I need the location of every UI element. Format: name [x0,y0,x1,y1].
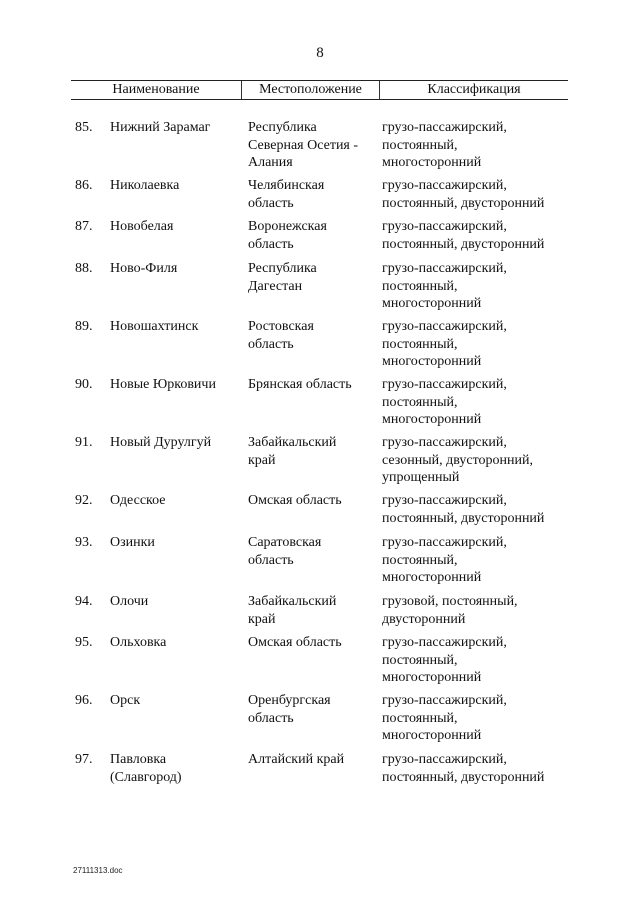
row-location [248,593,376,628]
row-name-line: (Славгород) [110,769,182,785]
row-name [110,534,245,552]
row-classification-line: грузо-пассажирский, [382,377,507,392]
row-classification-line: грузо-пассажирский, [382,219,507,234]
header-name: Наименование [71,81,242,99]
row-classification-line: постоянный, [382,552,458,568]
row-name [110,260,245,278]
row-location-line: Дагестан [248,278,303,294]
row-classification [382,751,568,786]
row-classification [382,593,568,628]
row-location-line: область [248,710,294,726]
row-name-line: Олочи [110,594,149,609]
row-name-line: Николаевка [110,178,180,193]
footer-filename: 27111313.doc [73,866,123,875]
row-classification-line: многосторонний [382,155,482,170]
row-name [110,434,245,452]
row-location [248,751,376,769]
row-name-line: Орск [110,693,141,708]
row-classification-line: многосторонний [382,354,482,369]
row-number: 86. [75,178,93,193]
row-location [248,492,376,510]
row-number: 90. [75,377,93,392]
row-location-line: край [248,452,276,468]
row-classification-line: грузовой, постоянный, [382,594,518,609]
row-name-line: Новый Дурулгуй [110,435,212,450]
row-classification-line: постоянный, двусторонний [382,769,545,785]
header-classification: Классификация [427,82,521,97]
row-classification [382,119,568,172]
row-classification-line: многосторонний [382,570,482,585]
row-classification [382,634,568,687]
row-classification-line: грузо-пассажирский, [382,261,507,276]
row-classification-line: двусторонний [382,611,466,627]
row-name [110,593,245,611]
row-number: 95. [75,635,93,650]
row-name [110,751,245,786]
row-classification-line: грузо-пассажирский, [382,752,507,767]
row-classification-line: грузо-пассажирский, [382,178,507,193]
row-name [110,492,245,510]
row-classification [382,534,568,587]
row-location-line: Воронежская [248,219,327,234]
row-number: 88. [75,261,93,276]
row-location [248,434,376,469]
row-number: 89. [75,319,93,334]
row-classification-line: грузо-пассажирский, [382,319,507,334]
row-classification-line: многосторонний [382,296,482,311]
row-classification-line: грузо-пассажирский, [382,635,507,650]
row-location-line: область [248,236,294,252]
row-location-line: Брянская область [248,377,352,392]
row-classification-line: грузо-пассажирский, [382,535,507,550]
row-location-line: область [248,336,294,352]
row-location [248,218,376,253]
row-classification-line: сезонный, двусторонний, [382,452,533,468]
row-location [248,177,376,212]
row-classification [382,260,568,313]
row-number: 93. [75,535,93,550]
row-location [248,260,376,295]
row-classification [382,376,568,429]
row-location-line: область [248,552,294,568]
row-location-line: Забайкальский [248,435,337,450]
row-classification-line: постоянный, двусторонний [382,236,545,252]
row-classification-line: упрощенный [382,470,460,485]
row-name [110,119,245,137]
row-location-line: Республика [248,120,317,135]
row-location-line: Омская область [248,635,342,650]
row-location [248,692,376,727]
row-location-line: Омская область [248,493,342,508]
row-classification [382,218,568,253]
row-number: 92. [75,493,93,508]
row-classification-line: постоянный, двусторонний [382,195,545,211]
row-name-line: Ольховка [110,635,167,650]
row-name-line: Новошахтинск [110,319,199,334]
row-name-line: Павловка [110,752,167,767]
row-number: 91. [75,435,93,450]
row-location [248,376,376,394]
row-classification-line: постоянный, [382,710,458,726]
row-classification [382,492,568,527]
row-classification [382,692,568,745]
row-location-line: Челябинская [248,178,325,193]
row-name-line: Озинки [110,535,155,550]
row-number: 94. [75,594,93,609]
row-name [110,177,245,195]
row-classification-line: грузо-пассажирский, [382,493,507,508]
row-location-line: Ростовская [248,319,314,334]
row-name-line: Новобелая [110,219,174,234]
row-classification-line: многосторонний [382,412,482,427]
row-location [248,634,376,652]
row-name [110,318,245,336]
row-location-line: Забайкальский [248,594,337,609]
row-classification-line: постоянный, [382,652,458,668]
row-name-line: Нижний Зарамаг [110,120,211,135]
row-classification-line: многосторонний [382,670,482,685]
row-location [248,534,376,569]
row-location-line: Алтайский край [248,752,345,767]
row-location-line: Оренбургская [248,693,331,708]
row-name-line: Новые Юрковичи [110,377,216,392]
row-classification-line: многосторонний [382,728,482,743]
row-name [110,218,245,236]
row-classification-line: постоянный, [382,394,458,410]
row-name-line: Ново-Филя [110,261,178,276]
row-location-line: Саратовская [248,535,322,550]
row-classification-line: грузо-пассажирский, [382,435,507,450]
row-number: 96. [75,693,93,708]
table-header [71,80,568,100]
row-name [110,692,245,710]
row-location [248,119,376,172]
row-name [110,376,245,394]
row-classification-line: постоянный, [382,137,458,153]
row-location-line: Республика [248,261,317,276]
row-location-line: Алания [248,155,293,170]
row-number: 97. [75,752,93,767]
row-classification-line: грузо-пассажирский, [382,693,507,708]
row-location-line: край [248,611,276,627]
header-location: Местоположение [242,81,380,99]
page-number: 8 [316,45,324,61]
row-classification-line: постоянный, [382,278,458,294]
row-classification-line: постоянный, двусторонний [382,510,545,526]
row-name [110,634,245,652]
row-name-line: Одесское [110,493,166,508]
row-location-line: область [248,195,294,211]
row-classification [382,434,568,487]
row-location-line: Северная Осетия - [248,137,359,153]
row-classification [382,318,568,371]
row-location [248,318,376,353]
row-number: 85. [75,120,93,135]
row-classification-line: грузо-пассажирский, [382,120,507,135]
row-classification-line: постоянный, [382,336,458,352]
row-number: 87. [75,219,93,234]
row-classification [382,177,568,212]
